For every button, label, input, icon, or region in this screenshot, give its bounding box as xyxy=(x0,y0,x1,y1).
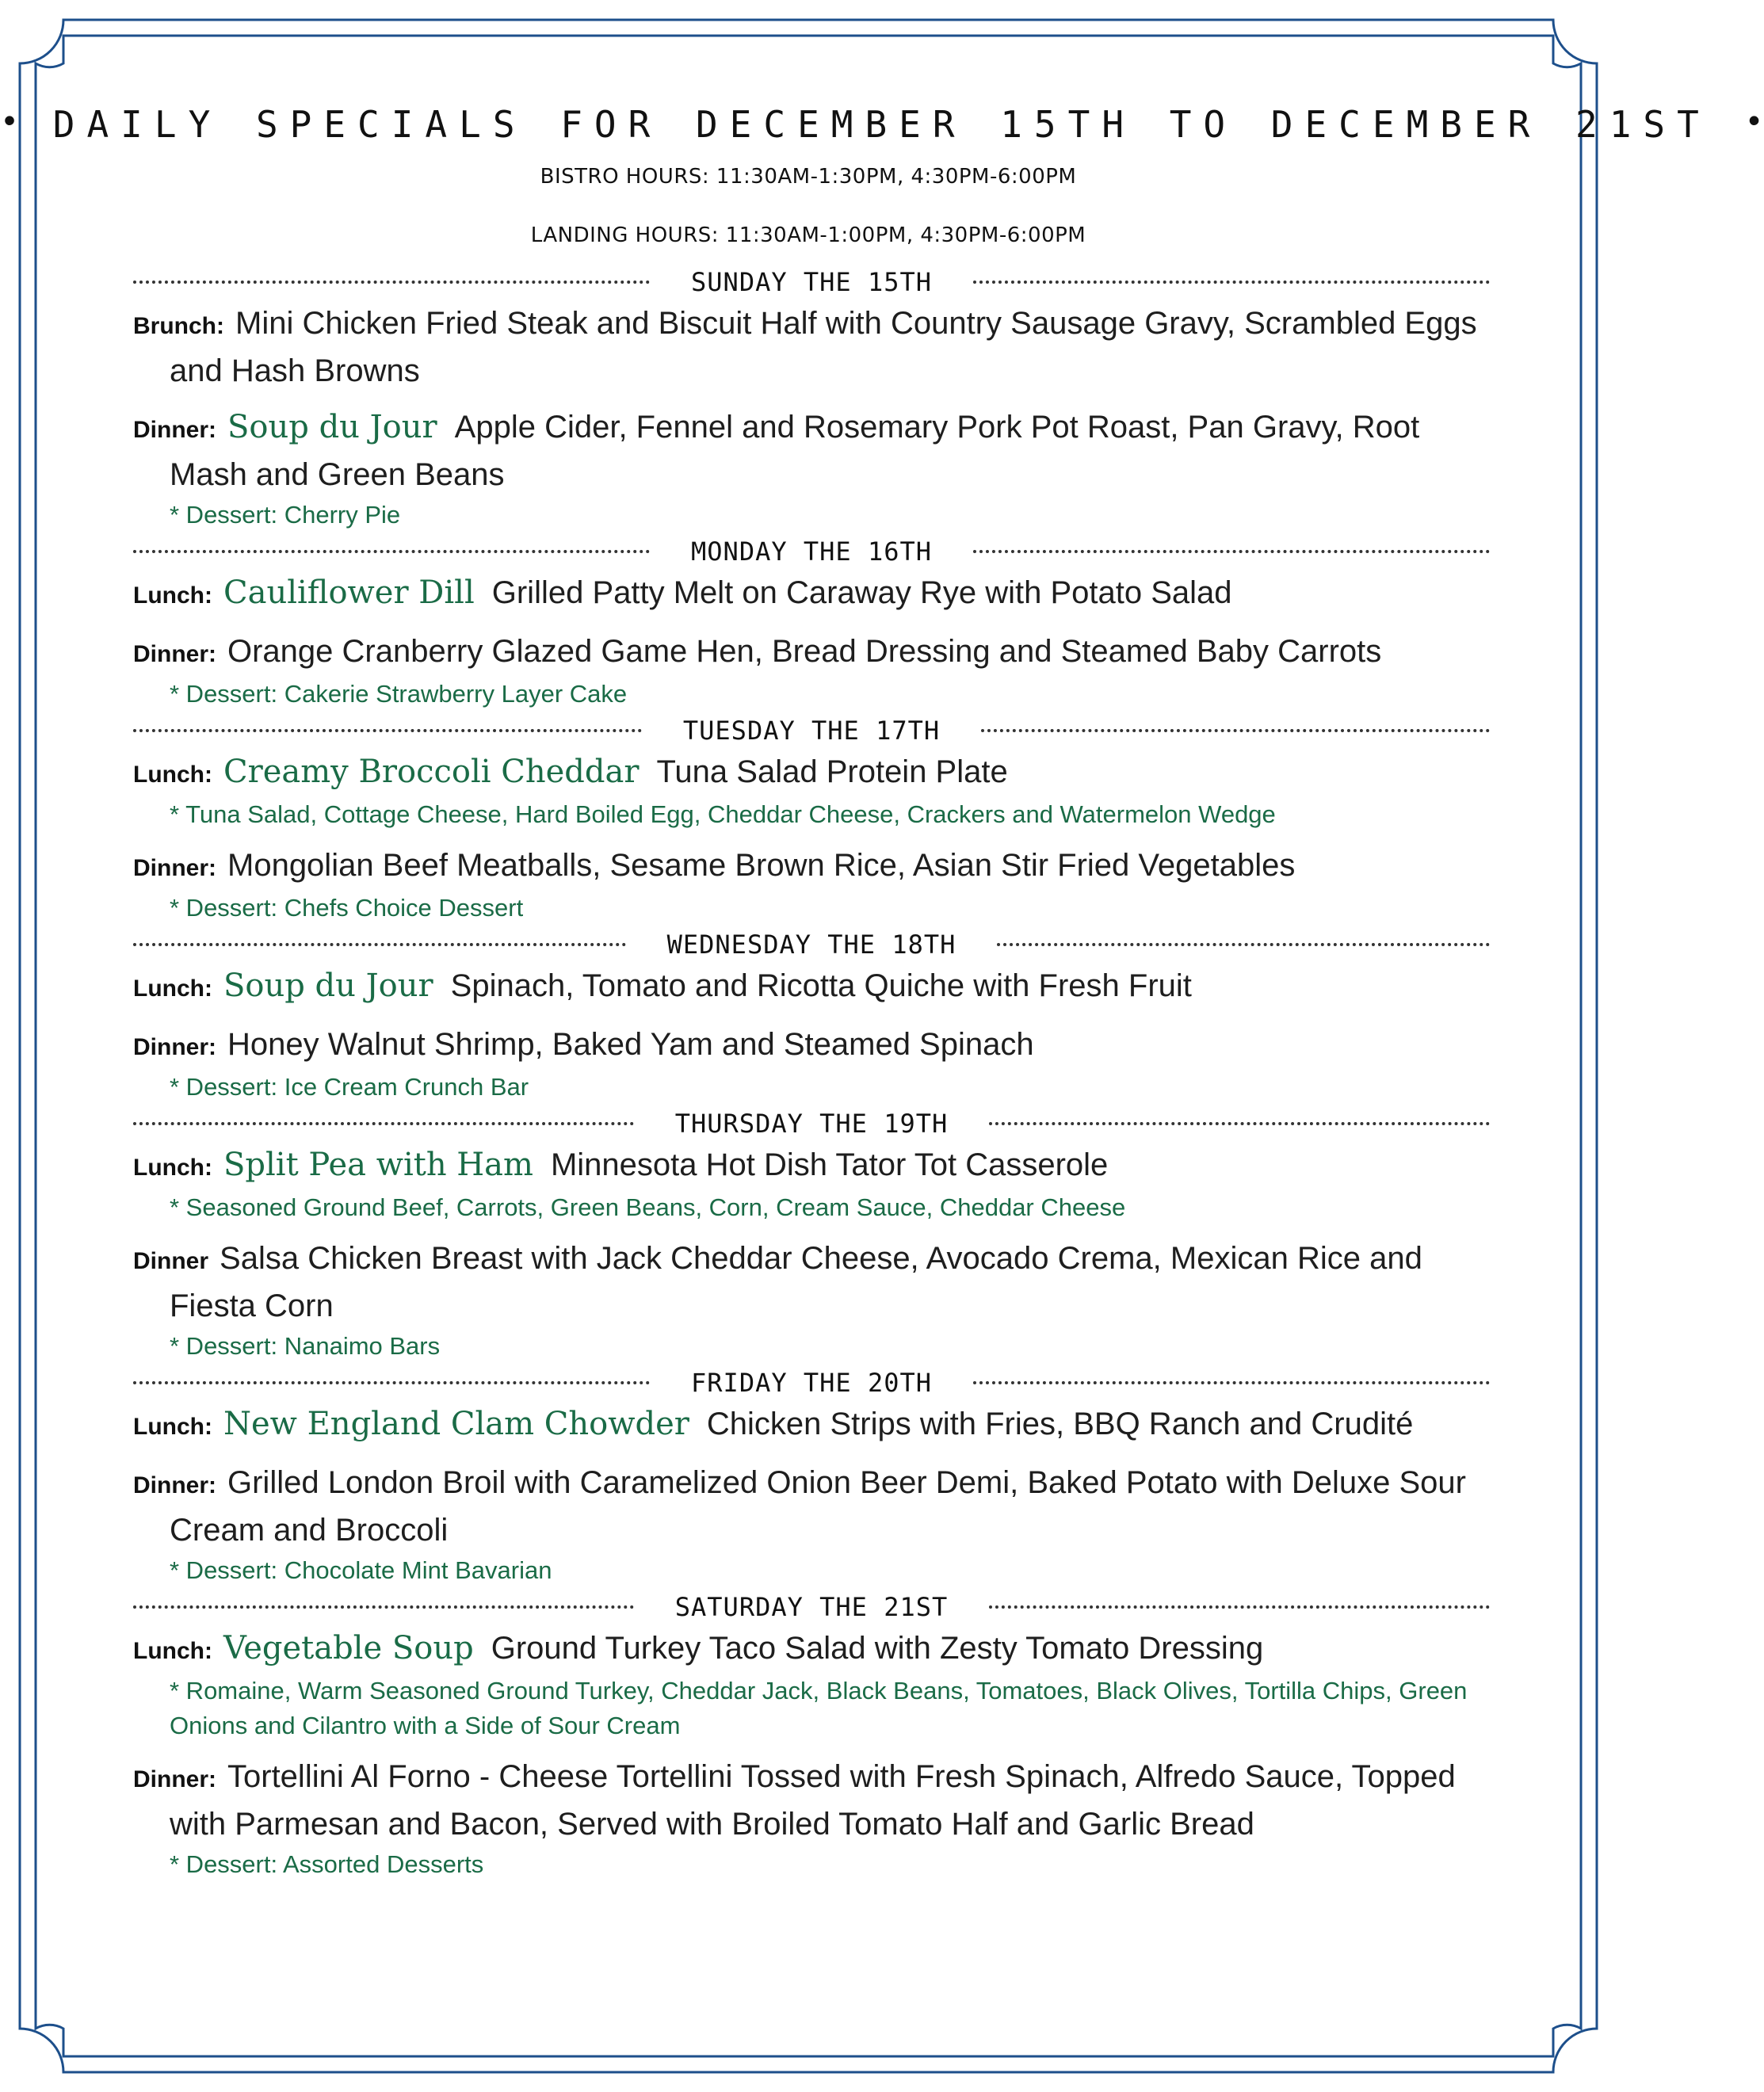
meal-note: * Seasoned Ground Beef, Carrots, Green Beans, Corn, Cream Sauce, Cheddar Cheese xyxy=(170,1193,1126,1221)
soup-name: Cauliflower Dill xyxy=(223,575,475,611)
meal-line xyxy=(133,843,1490,891)
day-separator xyxy=(133,929,1490,960)
dotted-rule xyxy=(973,1381,1490,1384)
day-separator xyxy=(133,715,1490,746)
dotted-rule xyxy=(133,729,642,732)
day-heading: FRIDAY THE 20TH xyxy=(691,1368,932,1398)
meal-item: Tuna Salad Protein Plate xyxy=(656,754,1008,789)
day-separator xyxy=(133,536,1490,567)
day-separator xyxy=(133,1108,1490,1140)
meal-entry xyxy=(133,301,1490,394)
meal-line xyxy=(133,750,1490,797)
meal-note: * Dessert: Ice Cream Crunch Bar xyxy=(170,1073,529,1101)
meal-note: * Dessert: Assorted Desserts xyxy=(170,1850,484,1878)
soup-name: Vegetable Soup xyxy=(223,1630,474,1666)
meal-label: Lunch: xyxy=(133,1638,212,1664)
day-section xyxy=(133,266,1490,533)
bullet-icon: • xyxy=(0,104,20,140)
meal-item: Tortellini Al Forno - Cheese Tortellini Tossed with Fresh Spinach, Alfredo Sauce, Topped with Parmesan and Bacon, Served with Broiled Tomato Half and Garlic Bread xyxy=(170,1759,1456,1842)
day-separator xyxy=(133,1591,1490,1623)
soup-name: Soup du Jour xyxy=(227,409,437,445)
day-section xyxy=(133,1108,1490,1364)
meal-entry xyxy=(133,843,1490,926)
day-section xyxy=(133,1591,1490,1882)
meal-line xyxy=(133,1754,1490,1847)
meal-line xyxy=(133,301,1490,394)
meal-entry xyxy=(133,571,1490,618)
title-text: DAILY SPECIALS FOR DECEMBER 15TH TO DECEMBER 21ST xyxy=(52,103,1711,146)
meal-item: Spinach, Tomato and Ricotta Quiche with Fresh Fruit xyxy=(450,968,1192,1003)
dotted-rule xyxy=(973,550,1490,553)
day-heading: MONDAY THE 16TH xyxy=(691,536,932,567)
meal-label: Lunch: xyxy=(133,1155,212,1181)
meal-item: Chicken Strips with Fries, BBQ Ranch and Crudité xyxy=(706,1407,1414,1441)
day-separator xyxy=(133,1367,1490,1399)
landing-hours: LANDING HOURS: 11:30AM-1:00PM, 4:30PM-6:00PM xyxy=(530,223,1086,247)
soup-name: New England Clam Chowder xyxy=(223,1406,689,1442)
dotted-rule xyxy=(133,1605,634,1609)
meal-item: Orange Cranberry Glazed Game Hen, Bread Dressing and Steamed Baby Carrots xyxy=(227,634,1382,669)
day-heading: WEDNESDAY THE 18TH xyxy=(666,930,956,960)
meal-entry xyxy=(133,1236,1490,1364)
menu-list xyxy=(133,263,1490,1882)
meal-entry xyxy=(133,964,1490,1011)
day-section xyxy=(133,1367,1490,1588)
dotted-rule xyxy=(133,550,650,553)
bullet-icon: • xyxy=(1744,104,1764,140)
meal-item: Honey Walnut Shrimp, Baked Yam and Steamed Spinach xyxy=(227,1027,1034,1062)
meal-entry xyxy=(133,1022,1490,1105)
meal-label: Dinner: xyxy=(133,1034,216,1060)
dotted-rule xyxy=(133,281,650,284)
soup-name: Soup du Jour xyxy=(223,968,433,1004)
day-section xyxy=(133,929,1490,1105)
day-section xyxy=(133,715,1490,926)
day-section xyxy=(133,536,1490,712)
day-heading: SUNDAY THE 15TH xyxy=(691,267,932,297)
day-separator xyxy=(133,266,1490,298)
dotted-rule xyxy=(997,943,1490,946)
meal-item: Grilled Patty Melt on Caraway Rye with Potato Salad xyxy=(491,575,1232,610)
meal-item: Apple Cider, Fennel and Rosemary Pork Pot Roast, Pan Gravy, Root Mash and Green Beans xyxy=(170,410,1420,492)
meal-item: Mini Chicken Fried Steak and Biscuit Half with Country Sausage Gravy, Scrambled Eggs and Hash Browns xyxy=(170,306,1477,388)
day-heading: THURSDAY THE 19TH xyxy=(674,1109,949,1139)
meal-line xyxy=(133,405,1490,498)
meal-item: Salsa Chicken Breast with Jack Cheddar Cheese, Avocado Crema, Mexican Rice and Fiesta Corn xyxy=(170,1241,1422,1323)
meal-label: Brunch: xyxy=(133,313,224,339)
meal-label: Lunch: xyxy=(133,582,212,609)
dotted-rule xyxy=(133,943,626,946)
meal-item: Minnesota Hot Dish Tator Tot Casserole xyxy=(550,1147,1109,1182)
meal-entry xyxy=(133,1143,1490,1225)
meal-label: Lunch: xyxy=(133,1414,212,1440)
meal-note: * Romaine, Warm Seasoned Ground Turkey, Cheddar Jack, Black Beans, Tomatoes, Black Olives, Tortilla Chips, Green Onions and Cilantro with a Side of Sour Cream xyxy=(170,1677,1468,1739)
meal-entry xyxy=(133,405,1490,533)
bistro-hours: BISTRO HOURS: 11:30AM-1:30PM, 4:30PM-6:00PM xyxy=(540,165,1077,189)
meal-note: * Dessert: Nanaimo Bars xyxy=(170,1332,441,1360)
meal-entry xyxy=(133,1460,1490,1588)
meal-line xyxy=(133,1143,1490,1190)
meal-entry xyxy=(133,750,1490,832)
meal-line xyxy=(133,1402,1490,1449)
meal-entry xyxy=(133,1626,1490,1743)
meal-entry xyxy=(133,629,1490,712)
dotted-rule xyxy=(981,729,1490,732)
meal-label: Dinner xyxy=(133,1248,209,1274)
meal-label: Dinner: xyxy=(133,1766,216,1792)
meal-label: Dinner: xyxy=(133,855,216,881)
dotted-rule xyxy=(133,1381,650,1384)
soup-name: Creamy Broccoli Cheddar xyxy=(223,754,640,790)
meal-note: * Tuna Salad, Cottage Cheese, Hard Boiled Egg, Cheddar Cheese, Crackers and Watermelon Wedge xyxy=(170,800,1276,828)
day-heading: SATURDAY THE 21ST xyxy=(674,1592,949,1622)
meal-line xyxy=(133,1236,1490,1329)
page-title xyxy=(0,103,1764,146)
meal-item: Mongolian Beef Meatballs, Sesame Brown Rice, Asian Stir Fried Vegetables xyxy=(227,848,1296,883)
meal-entry xyxy=(133,1754,1490,1882)
dotted-rule xyxy=(973,281,1490,284)
meal-label: Lunch: xyxy=(133,975,212,1002)
meal-label: Dinner: xyxy=(133,1472,216,1498)
dotted-rule xyxy=(989,1122,1490,1125)
meal-line xyxy=(133,964,1490,1011)
meal-label: Lunch: xyxy=(133,762,212,788)
meal-label: Dinner: xyxy=(133,641,216,667)
meal-entry xyxy=(133,1402,1490,1449)
dotted-rule xyxy=(989,1605,1490,1609)
meal-item: Grilled London Broil with Caramelized Onion Beer Demi, Baked Potato with Deluxe Sour Cream and Broccoli xyxy=(170,1465,1466,1548)
day-heading: TUESDAY THE 17TH xyxy=(682,716,941,746)
meal-line xyxy=(133,629,1490,677)
meal-line xyxy=(133,571,1490,618)
meal-line xyxy=(133,1626,1490,1674)
meal-line xyxy=(133,1460,1490,1553)
meal-item: Ground Turkey Taco Salad with Zesty Tomato Dressing xyxy=(491,1631,1264,1666)
meal-note: * Dessert: Chocolate Mint Bavarian xyxy=(170,1556,552,1584)
meal-note: * Dessert: Chefs Choice Dessert xyxy=(170,894,524,922)
meal-line xyxy=(133,1022,1490,1070)
meal-note: * Dessert: Cherry Pie xyxy=(170,501,401,529)
meal-note: * Dessert: Cakerie Strawberry Layer Cake xyxy=(170,680,628,708)
dotted-rule xyxy=(133,1122,634,1125)
meal-label: Dinner: xyxy=(133,417,216,443)
soup-name: Split Pea with Ham xyxy=(223,1147,533,1183)
